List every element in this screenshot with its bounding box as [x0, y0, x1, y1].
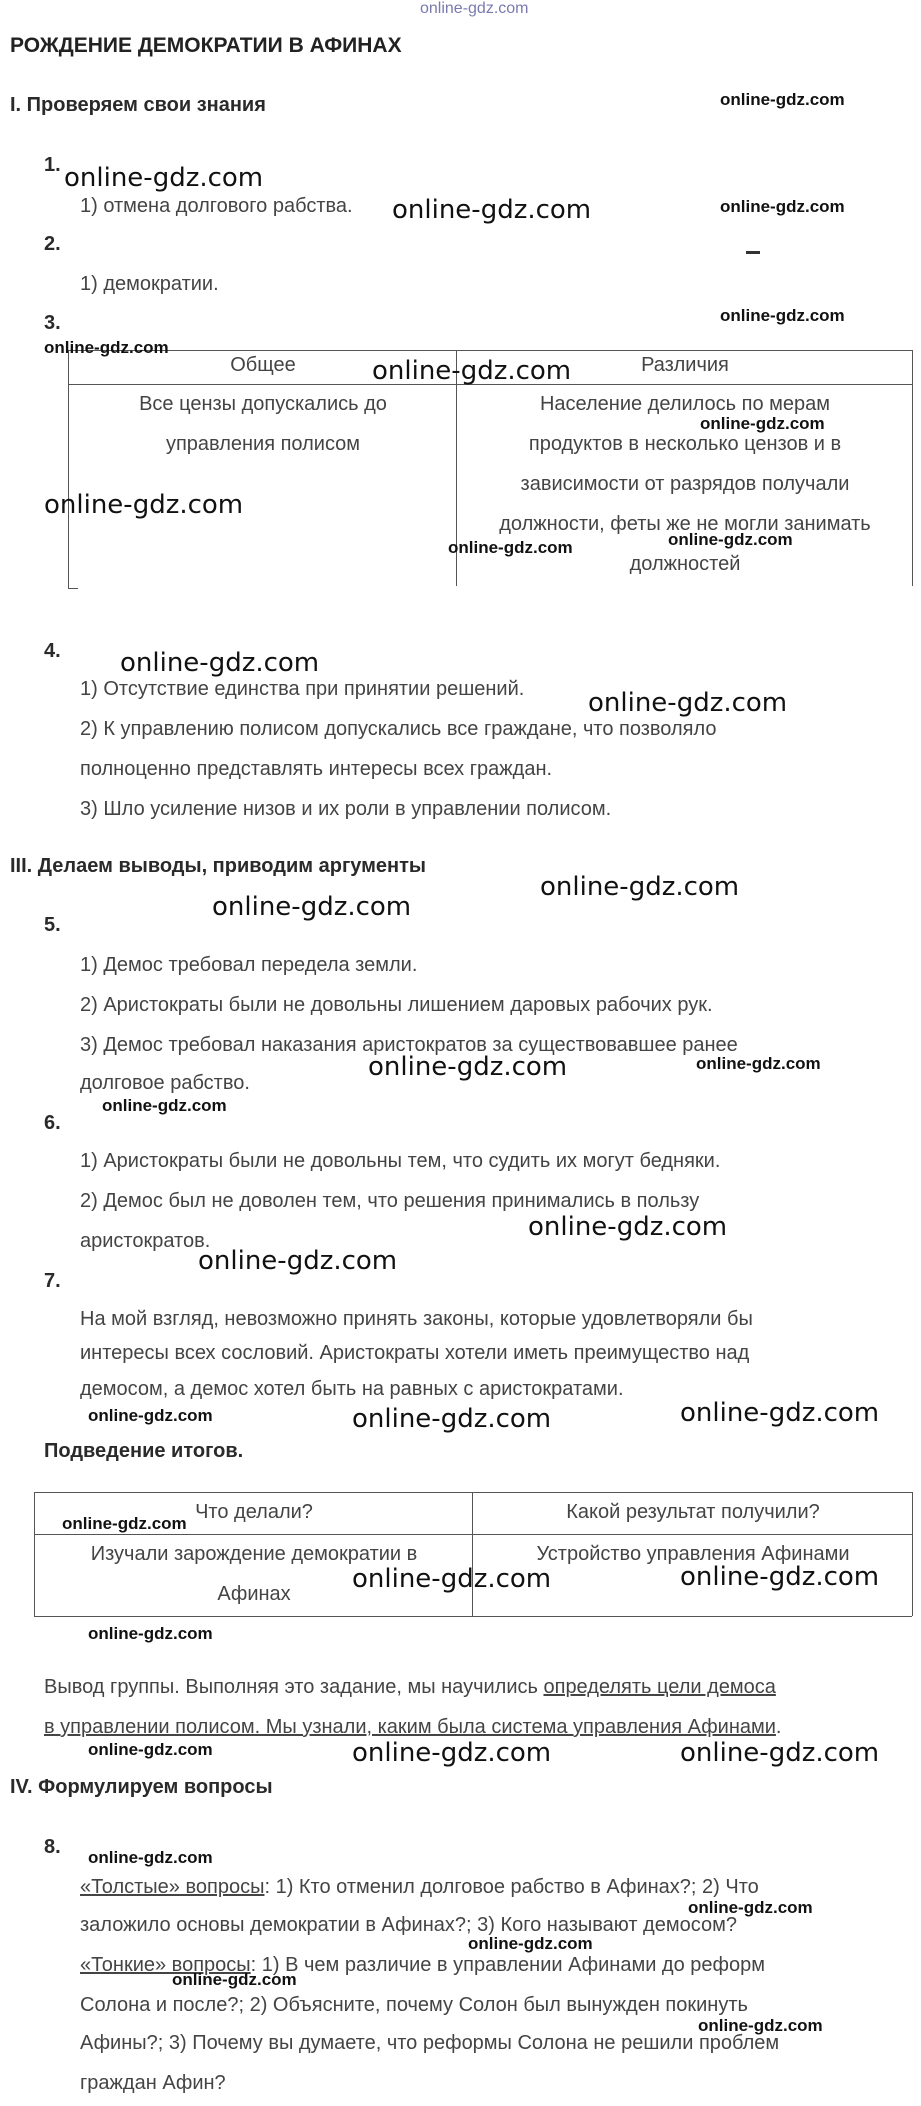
watermark: online-gdz.com: [88, 1624, 213, 1643]
watermark: online-gdz.com: [688, 1898, 813, 1917]
q3-header-common: Общее: [230, 354, 296, 376]
watermark: online-gdz.com: [696, 1054, 821, 1073]
q8-thin-line-2: Солона и после?; 2) Объясните, почему Солон был вынужден покинуть: [80, 1994, 748, 2016]
watermark: online-gdz.com: [720, 90, 845, 109]
section-4-heading: IV. Формулируем вопросы: [10, 1776, 273, 1798]
conclusion-plain: Вывод группы. Выполняя это задание, мы научились: [44, 1676, 544, 1698]
q7-line-3: демосом, а демос хотел быть на равных с аристократами.: [80, 1378, 624, 1400]
watermark: online-gdz.com: [528, 1212, 728, 1242]
section-3-heading: III. Делаем выводы, приводим аргументы: [10, 855, 427, 877]
conclusion-line-1: [44, 1676, 776, 1699]
q3-common-line-2: управления полисом: [165, 433, 361, 455]
q3-diff-line-4: должности, феты же не могли занимать: [499, 513, 871, 535]
q5-line-1: 1) Демос требовал передела земли.: [80, 954, 418, 976]
stray-mark: [746, 251, 760, 254]
q6-line-1: 1) Аристократы были не довольны тем, что судить их могут бедняки.: [80, 1150, 721, 1172]
q5-number: 5.: [44, 914, 61, 936]
q8-thin-line-4: граждан Афин?: [80, 2072, 226, 2094]
watermark: online-gdz.com: [88, 1848, 213, 1867]
conclusion-end: .: [775, 1716, 782, 1738]
page-title: РОЖДЕНИЕ ДЕМОКРАТИИ В АФИНАХ: [10, 34, 402, 57]
watermark: online-gdz.com: [668, 530, 793, 549]
watermark: online-gdz.com: [680, 1398, 880, 1428]
watermark: online-gdz.com: [352, 1404, 552, 1434]
summary-heading: Подведение итогов.: [44, 1440, 244, 1462]
watermark: online-gdz.com: [172, 1970, 297, 1989]
q4-line-4: 3) Шло усиление низов и их роли в управлении полисом.: [80, 798, 612, 820]
q2-answer: 1) демократии.: [80, 273, 219, 295]
conclusion-underlined-2: в управлении полисом. Мы узнали, каким была система управления Афинами: [44, 1716, 776, 1738]
watermark: online-gdz.com: [392, 195, 592, 225]
watermark: online-gdz.com: [588, 688, 788, 718]
q8-thick-line-2: заложило основы демократии в Афинах?; 3) Кого называют демосом?: [80, 1914, 737, 1936]
watermark: online-gdz.com: [448, 538, 573, 557]
watermark: online-gdz.com: [120, 648, 320, 678]
q1-answer: 1) отмена долгового рабства.: [80, 195, 353, 217]
q8-thin-line-3: Афины?; 3) Почему вы думаете, что реформы Солона не решили проблем: [80, 2032, 780, 2054]
summary-header-what: Что делали?: [195, 1501, 313, 1523]
summary-what-line-1: Изучали зарождение демократии в: [90, 1543, 418, 1565]
q4-line-3: полноценно представлять интересы всех граждан.: [80, 758, 553, 780]
q5-line-4: долговое рабство.: [80, 1072, 250, 1094]
q3-diff-line-5: должностей: [629, 553, 741, 575]
section-1-heading: I. Проверяем свои знания: [10, 94, 266, 116]
q2-number: 2.: [44, 233, 61, 255]
watermark: online-gdz.com: [680, 1562, 880, 1592]
summary-what-line-2: Афинах: [217, 1583, 291, 1605]
watermark: online-gdz.com: [700, 414, 825, 433]
watermark: online-gdz.com: [698, 2016, 823, 2035]
q7-number: 7.: [44, 1270, 61, 1292]
watermark: online-gdz.com: [352, 1738, 552, 1768]
watermark: online-gdz.com: [88, 1740, 213, 1759]
watermark: online-gdz.com: [368, 1052, 568, 1082]
conclusion-underlined-1: определять цели демоса: [543, 1676, 776, 1698]
watermark-top: online-gdz.com: [420, 0, 529, 17]
watermark: online-gdz.com: [720, 197, 845, 216]
watermark: online-gdz.com: [468, 1934, 593, 1953]
thin-questions-text: : 1) В чем различие в управлении Афинами до реформ: [250, 1954, 765, 1976]
q8-number: 8.: [44, 1836, 61, 1858]
q7-line-2: интересы всех сословий. Аристократы хотели иметь преимущество над: [80, 1342, 750, 1364]
q8-thick-line-1: [80, 1876, 759, 1899]
watermark: online-gdz.com: [102, 1096, 227, 1115]
q3-number: 3.: [44, 312, 61, 334]
q7-line-1: На мой взгляд, невозможно принять законы, которые удовлетворяли бы: [80, 1308, 753, 1330]
watermark: online-gdz.com: [680, 1738, 880, 1768]
q4-number: 4.: [44, 640, 61, 662]
thick-questions-label: «Толстые» вопросы: [80, 1876, 265, 1898]
thin-questions-label: «Тонкие» вопросы: [80, 1954, 251, 1976]
q3-diff-line-1: Население делилось по мерам: [539, 393, 831, 415]
watermark: online-gdz.com: [540, 872, 740, 902]
q4-line-1: 1) Отсутствие единства при принятии решений.: [80, 678, 525, 700]
q3-diff-line-2: продуктов в несколько цензов и в: [528, 433, 842, 455]
watermark: online-gdz.com: [88, 1406, 213, 1425]
watermark: online-gdz.com: [352, 1564, 552, 1594]
watermark: online-gdz.com: [44, 490, 244, 520]
q3-diff-line-3: зависимости от разрядов получали: [520, 473, 850, 495]
conclusion-line-2: [44, 1716, 781, 1739]
watermark: online-gdz.com: [44, 338, 169, 357]
summary-header-result: Какой результат получили?: [566, 1501, 820, 1523]
q3-header-differences: Различия: [641, 354, 729, 376]
q6-line-2: 2) Демос был не доволен тем, что решения принимались в пользу: [80, 1190, 700, 1212]
watermark: online-gdz.com: [62, 1514, 187, 1533]
thick-questions-text: : 1) Кто отменил долговое рабство в Афинах?; 2) Что: [264, 1876, 759, 1898]
q5-line-2: 2) Аристократы были не довольны лишением даровых рабочих рук.: [80, 994, 713, 1016]
q1-number: 1.: [44, 154, 61, 176]
q5-line-3: 3) Демос требовал наказания аристократов за существовавшее ранее: [80, 1034, 738, 1056]
watermark: online-gdz.com: [212, 892, 412, 922]
q6-line-3: аристократов.: [80, 1230, 211, 1252]
q4-line-2: 2) К управлению полисом допускались все граждане, что позволяло: [80, 718, 717, 740]
q3-common-line-1: Все цензы допускались до: [139, 393, 387, 415]
summary-result-line-1: Устройство управления Афинами: [536, 1543, 850, 1565]
watermark: online-gdz.com: [372, 356, 572, 386]
q6-number: 6.: [44, 1112, 61, 1134]
watermark: online-gdz.com: [64, 163, 264, 193]
watermark: online-gdz.com: [198, 1246, 398, 1276]
watermark: online-gdz.com: [720, 306, 845, 325]
